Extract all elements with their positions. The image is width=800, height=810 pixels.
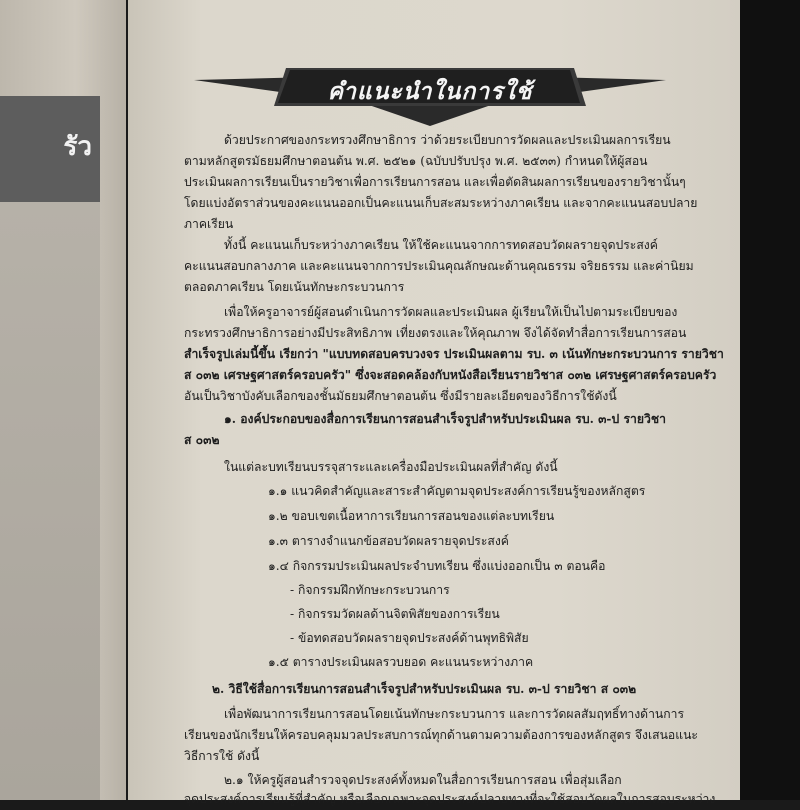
paragraph-1-line-2: ตามหลักสูตรมัธยมศึกษาตอนต้น พ.ศ. ๒๕๒๑ (ฉบับปรับปรุง พ.ศ. ๒๕๓๓) กำหนดให้ผู้สอน — [184, 154, 648, 168]
document-page — [128, 0, 740, 806]
paragraph-3-line-5: อันเป็นวิชาบังคับเลือกของชั้นมัธยมศึกษาตอนต้น ซึ่งมีรายละเอียดของวิธีการใช้ดังนี้ — [184, 389, 617, 403]
section-1-subitem-3: - ข้อทดสอบวัดผลรายจุดประสงค์ด้านพุทธิพิสัย — [290, 631, 529, 645]
section-1-item-3: ๑.๓ ตารางจำแนกข้อสอบวัดผลรายจุดประสงค์ — [268, 534, 509, 548]
paragraph-3-line-2: กระทรวงศึกษาธิการอย่างมีประสิทธิภาพ เที่ยงตรงและให้คุณภาพ จึงได้จัดทำสื่อการเรียนการสอน — [184, 326, 687, 340]
previous-page-shaded-area — [0, 202, 100, 800]
section-1-heading-continued: ส ๐๓๒ — [184, 433, 220, 447]
paragraph-3-line-4: ส ๐๓๒ เศรษฐศาสตร์ครอบครัว" ซึ่งจะสอดคล้องกับหนังสือเรียนรายวิชาส ๐๓๒ เศรษฐศาสตร์ครอบครัว — [184, 368, 717, 382]
section-1-item-1: ๑.๑ แนวคิดสำคัญและสาระสำคัญตามจุดประสงค์การเรียนรู้ของหลักสูตร — [268, 484, 646, 498]
background-edge — [740, 0, 800, 800]
section-1-subitem-2: - กิจกรรมวัดผลด้านจิตพิสัยของการเรียน — [290, 607, 500, 621]
section-1-item-5: ๑.๕ ตารางประเมินผลรวบยอด คะแนนระหว่างภาค — [268, 655, 534, 669]
paragraph-3-line-1: เพื่อให้ครูอาจารย์ผู้สอนดำเนินการวัดผลและประเมินผล ผู้เรียนให้เป็นไปตามระเบียบของ — [224, 305, 678, 319]
paragraph-2-line-2: คะแนนสอบกลางภาค และคะแนนจากการประเมินคุณลักษณะด้านคุณธรรม จริยธรรม และค่านิยม — [184, 259, 694, 273]
paragraph-1-line-5: ภาคเรียน — [184, 217, 234, 231]
title-banner — [194, 66, 666, 128]
paragraph-3-line-3: สำเร็จรูปเล่มนี้ขึ้น เรียกว่า "แบบทดสอบครบวงจร ประเมินผลตาม รบ. ๓ เน้นทักษะกระบวนการ รายวิชา — [184, 347, 724, 361]
paragraph-1-line-1: ด้วยประกาศของกระทรวงศึกษาธิการ ว่าด้วยระเบียบการวัดผลและประเมินผลการเรียน — [224, 133, 671, 147]
previous-page-heading-fragment: รัว — [63, 132, 92, 162]
section-2-item-1-line-1: ๒.๑ ให้ครูผู้สอนสำรวจจุดประสงค์ทั้งหมดในสื่อการเรียนการสอน เพื่อสุ่มเลือก — [224, 773, 622, 787]
paragraph-1-line-3: ประเมินผลการเรียนเป็นรายวิชาเพื่อการเรียนการสอน และเพื่อตัดสินผลการเรียนของรายวิชานั้นๆ — [184, 175, 686, 189]
section-1-subitem-1: - กิจกรรมฝึกทักษะกระบวนการ — [290, 583, 450, 597]
section-2-heading: ๒. วิธีใช้สื่อการเรียนการสอนสำเร็จรูปสำหรับประเมินผล รบ. ๓-ป รายวิชา ส ๐๓๒ — [212, 682, 637, 696]
page-title: คำแนะนำในการใช้ — [327, 79, 533, 105]
section-2-paragraph-line-3: วิธีการใช้ ดังนี้ — [184, 749, 260, 763]
section-2-paragraph-line-2: เรียนของนักเรียนให้ครอบคลุมมวลประสบการณ์ทุกด้านตามความต้องการของหลักสูตร จึงเสนอแนะ — [184, 728, 698, 742]
section-2-item-1-line-2: จุดประสงค์การเรียนรู้ที่สำคัญ หรือเลือกเฉพาะจุดประสงค์ปลายทางที่จะใช้สอบวัดผลในการสอบระหว่าง — [184, 792, 716, 806]
previous-page — [0, 0, 126, 800]
section-2-paragraph-line-1: เพื่อพัฒนาการเรียนการสอนโดยเน้นทักษะกระบวนการ และการวัดผลสัมฤทธิ์ทางด้านการ — [224, 707, 685, 721]
section-1-item-2: ๑.๒ ขอบเขตเนื้อหาการเรียนการสอนของแต่ละบทเรียน — [268, 509, 555, 523]
section-1-item-4: ๑.๔ กิจกรรมประเมินผลประจำบทเรียน ซึ่งแบ่งออกเป็น ๓ ตอนคือ — [268, 559, 606, 573]
section-1-heading: ๑. องค์ประกอบของสื่อการเรียนการสอนสำเร็จรูปสำหรับประเมินผล รบ. ๓-ป รายวิชา — [224, 412, 666, 426]
paragraph-2-line-1: ทั้งนี้ คะแนนเก็บระหว่างภาคเรียน ให้ใช้คะแนนจากการทดสอบวัดผลรายจุดประสงค์ — [224, 238, 658, 252]
paragraph-1-line-4: โดยแบ่งอัตราส่วนของคะแนนออกเป็นคะแนนเก็บสะสมระหว่างภาคเรียน และจากคะแนนสอบปลาย — [184, 196, 698, 210]
paragraph-2-line-3: ตลอดภาคเรียน โดยเน้นทักษะกระบวนการ — [184, 280, 405, 294]
section-1-intro: ในแต่ละบทเรียนบรรจุสาระและเครื่องมือประเมินผลที่สำคัญ ดังนี้ — [224, 460, 558, 474]
